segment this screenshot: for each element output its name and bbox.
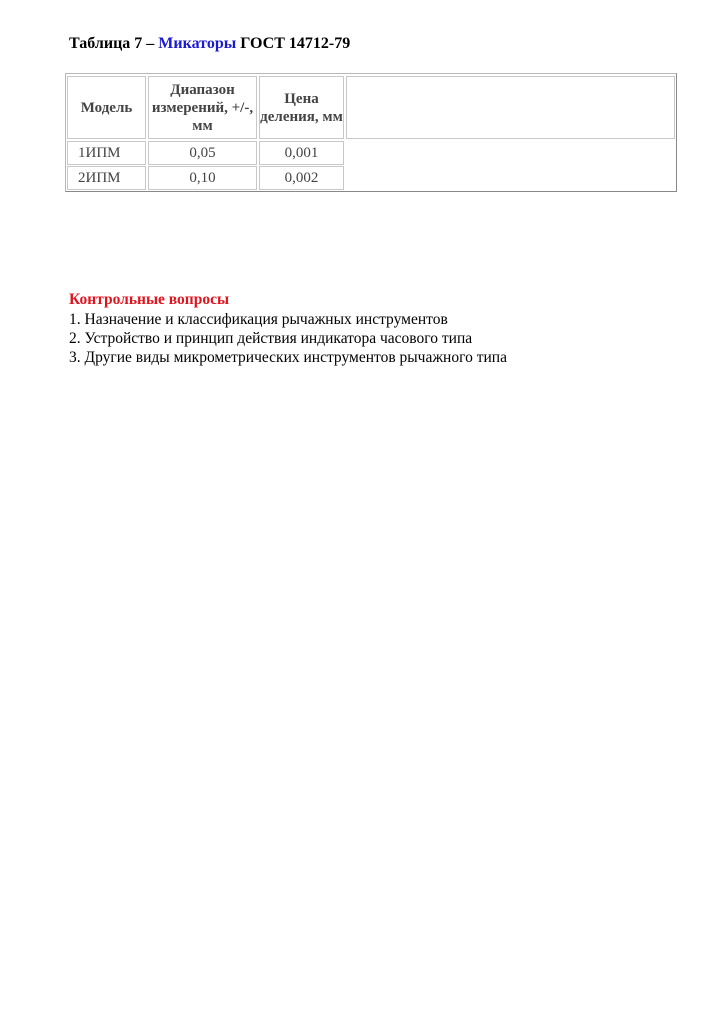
question-item: 2. Устройство и принцип действия индикатора часового типа <box>69 330 473 347</box>
caption-suffix: ГОСТ 14712-79 <box>240 35 351 52</box>
row1-model: 1ИПМ <box>67 141 146 165</box>
header-model: Модель <box>67 76 146 139</box>
micators-link[interactable]: Микаторы <box>158 35 237 52</box>
header-empty <box>346 76 675 139</box>
row2-division: 0,002 <box>259 166 344 190</box>
row2-model: 2ИПМ <box>67 166 146 190</box>
header-range: Диапазон измерений, +/-, мм <box>148 76 257 139</box>
table-caption <box>69 35 350 53</box>
header-division: Цена деления, мм <box>259 76 344 139</box>
micators-table <box>65 73 677 192</box>
row1-division: 0,001 <box>259 141 344 165</box>
caption-prefix: Таблица 7 – <box>69 35 155 52</box>
question-item: 3. Другие виды микрометрических инструментов рычажного типа <box>69 349 507 366</box>
question-item: 1. Назначение и классификация рычажных инструментов <box>69 311 448 328</box>
questions-heading: Контрольные вопросы <box>69 291 230 308</box>
row2-range: 0,10 <box>148 166 257 190</box>
row1-range: 0,05 <box>148 141 257 165</box>
